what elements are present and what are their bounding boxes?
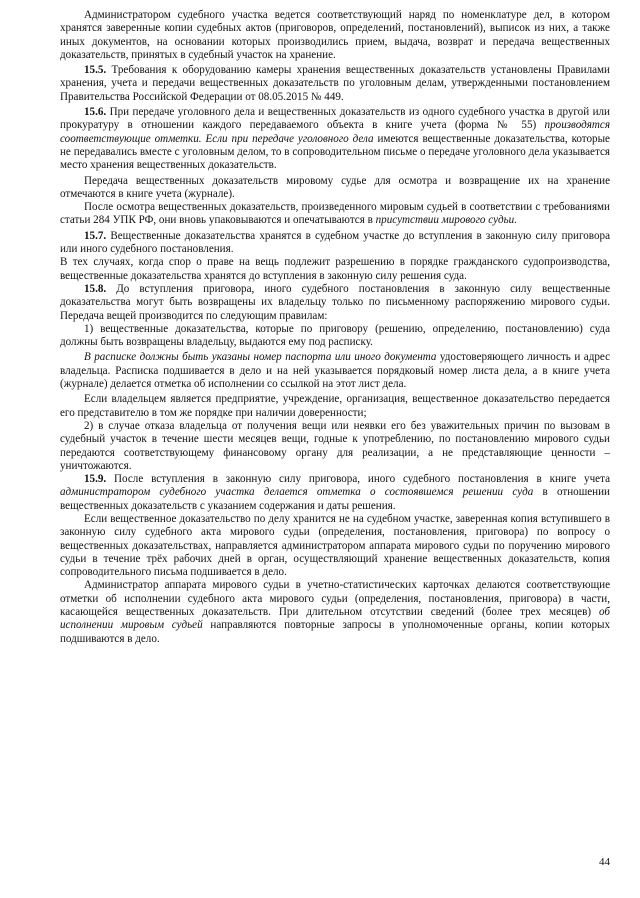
paragraph-text: направляются повторные запросы в уполномоченные органы, копии которых подшиваются в дело. bbox=[60, 619, 610, 645]
section-number: 15.7. bbox=[84, 229, 107, 242]
paragraph-text: Вещественные доказательства хранятся в судебном участке до вступления в законную силу приговора или иного судебного постановления. bbox=[60, 229, 610, 256]
paragraph-text: После вступления в законную силу приговора, иного судебного постановления в книге учета bbox=[106, 473, 610, 486]
paragraph-text: администратором судебного участка делается отметка о состоявшемся решении суда bbox=[60, 486, 534, 499]
document-body bbox=[60, 9, 610, 646]
paragraph-p13 bbox=[60, 473, 610, 513]
paragraph-p05 bbox=[60, 201, 610, 228]
paragraph-p04 bbox=[60, 175, 610, 202]
paragraph-text: Если владельцем является предприятие, учреждение, организация, вещественное доказательство передается его представителю в том же порядке при наличии доверенности; bbox=[60, 393, 610, 419]
paragraph-text: После осмотра вещественных доказательств, произведенного мировым судьей в соответствии с требованиями статьи 284 УПК РФ, они вновь упаковываются и опечатываются в bbox=[60, 201, 610, 227]
paragraph-text: В тех случаях, когда спор о праве на вещь подлежит разрешению в порядке гражданского судопроизводства, вещественные доказательства хранятся до вступления в законную силу решения суда. bbox=[60, 256, 610, 282]
paragraph-text: До вступления приговора, иного судебного постановления в законную силу вещественные доказательства могут быть возвращены их владельцу только по письменному распоряжению мирового судьи. Передача вещей производится по следующим правилам: bbox=[60, 282, 610, 322]
section-number: 15.8. bbox=[84, 282, 107, 295]
paragraph-text: При передаче уголовного дела и вещественных доказательств из одного судебного участка в другой или прокуратуру в отношении каждого передаваемого объекта в книге учета (форма № 55) bbox=[60, 106, 610, 132]
paragraph-text: производятся соответствующие отметки. Если при передаче уголовного дела bbox=[60, 119, 610, 145]
paragraph-p09 bbox=[60, 323, 610, 350]
paragraph-text: 2) в случае отказа владельца от получения вещи или неявки его без уважительных причин по вызовам в судебный участок в течение шести месяцев вещи, годные к употреблению, по постановлению мирового судьи передаются соответствующему финансовому органу для реализации, а не представляющие ценности – уничтожаются. bbox=[60, 419, 610, 472]
page-number: 44 bbox=[599, 856, 610, 868]
paragraph-p01 bbox=[60, 9, 610, 62]
paragraph-text: имеются вещественные доказательства, которые не передавались вместе с уголовным делом, то в сопроводительном письме о передаче уголовного дела указывается место хранения вещественных доказательств. bbox=[60, 132, 610, 172]
paragraph-text: об исполнении мировым судьей bbox=[60, 606, 610, 632]
section-number: 15.5. bbox=[84, 64, 107, 77]
paragraph-p12 bbox=[60, 420, 610, 473]
paragraph-text: В расписке должны быть указаны номер паспорта или иного документа bbox=[84, 351, 437, 364]
paragraph-p11 bbox=[60, 393, 610, 420]
paragraph-p03 bbox=[60, 106, 610, 172]
paragraph-text: 1) вещественные доказательства, которые по приговору (решению, определению, постановлению) суда должны быть возвращены владельцу, выдаются ему под расписку. bbox=[60, 322, 610, 349]
paragraph-text: Передача вещественных доказательств мировому судье для осмотра и возвращение их на хранение отмечаются в книге учета (журнале). bbox=[60, 174, 610, 200]
paragraph-text: присутствии мирового судьи. bbox=[375, 214, 517, 227]
paragraph-p15 bbox=[60, 579, 610, 645]
paragraph-text: Требования к оборудованию камеры хранения вещественных доказательств установлены Правилами хранения, учета и передачи вещественных доказательств по уголовным делам, утвержденными постановлением Правительства Российской Федерации от 08.05.2015 № 449. bbox=[60, 64, 610, 103]
paragraph-p10 bbox=[60, 351, 610, 391]
paragraph-text: в отношении вещественных доказательств с указанием содержания и даты решения. bbox=[60, 486, 610, 512]
section-number: 15.9. bbox=[84, 473, 107, 486]
paragraph-p08 bbox=[60, 283, 610, 323]
paragraph-p06 bbox=[60, 230, 610, 257]
section-number: 15.6. bbox=[84, 106, 107, 119]
paragraph-p07 bbox=[60, 256, 610, 283]
paragraph-text: Администратором судебного участка ведется соответствующий наряд по номенклатуре дел, в котором хранятся заверенные копии судебных актов (приговоров, определений, постановлений), выписок из них, а также иных документов, на основании которых производились прием, выдача, возврат и передача вещественных доказательств, принятых в судебный участок на хранение. bbox=[60, 9, 610, 61]
paragraph-text: Если вещественное доказательство по делу хранится не на судебном участке, заверенная копия вступившего в законную силу судебного акта мирового судьи (определения, постановления, приговора) по вопросу о вещественных доказательствах, направляется администратором аппарата мирового судьи по поручению мирового судьи в течение трёх рабочих дней в орган, осуществляющий хранение вещественных доказательств, копия сопроводительного письма подшивается в дело. bbox=[60, 512, 610, 579]
paragraph-text: удостоверяющего личность и адрес владельца. Расписка подшивается в дело и на ней указывается порядковый номер листа дела, а в книге учета (журнале) делается отметка об исполнении со ссылкой на этот лист дела. bbox=[60, 351, 611, 391]
paragraph-p14 bbox=[60, 513, 610, 579]
paragraph-p02 bbox=[60, 64, 610, 104]
paragraph-text: Администратор аппарата мирового судьи в учетно-статистических карточках делаются соответствующие отметки об исполнении судебного акта мирового судьи (определения, постановления, приговора) в части, касающейся вещественных доказательств. При длительном отсутствии сведений (более трех месяцев) bbox=[60, 579, 610, 619]
